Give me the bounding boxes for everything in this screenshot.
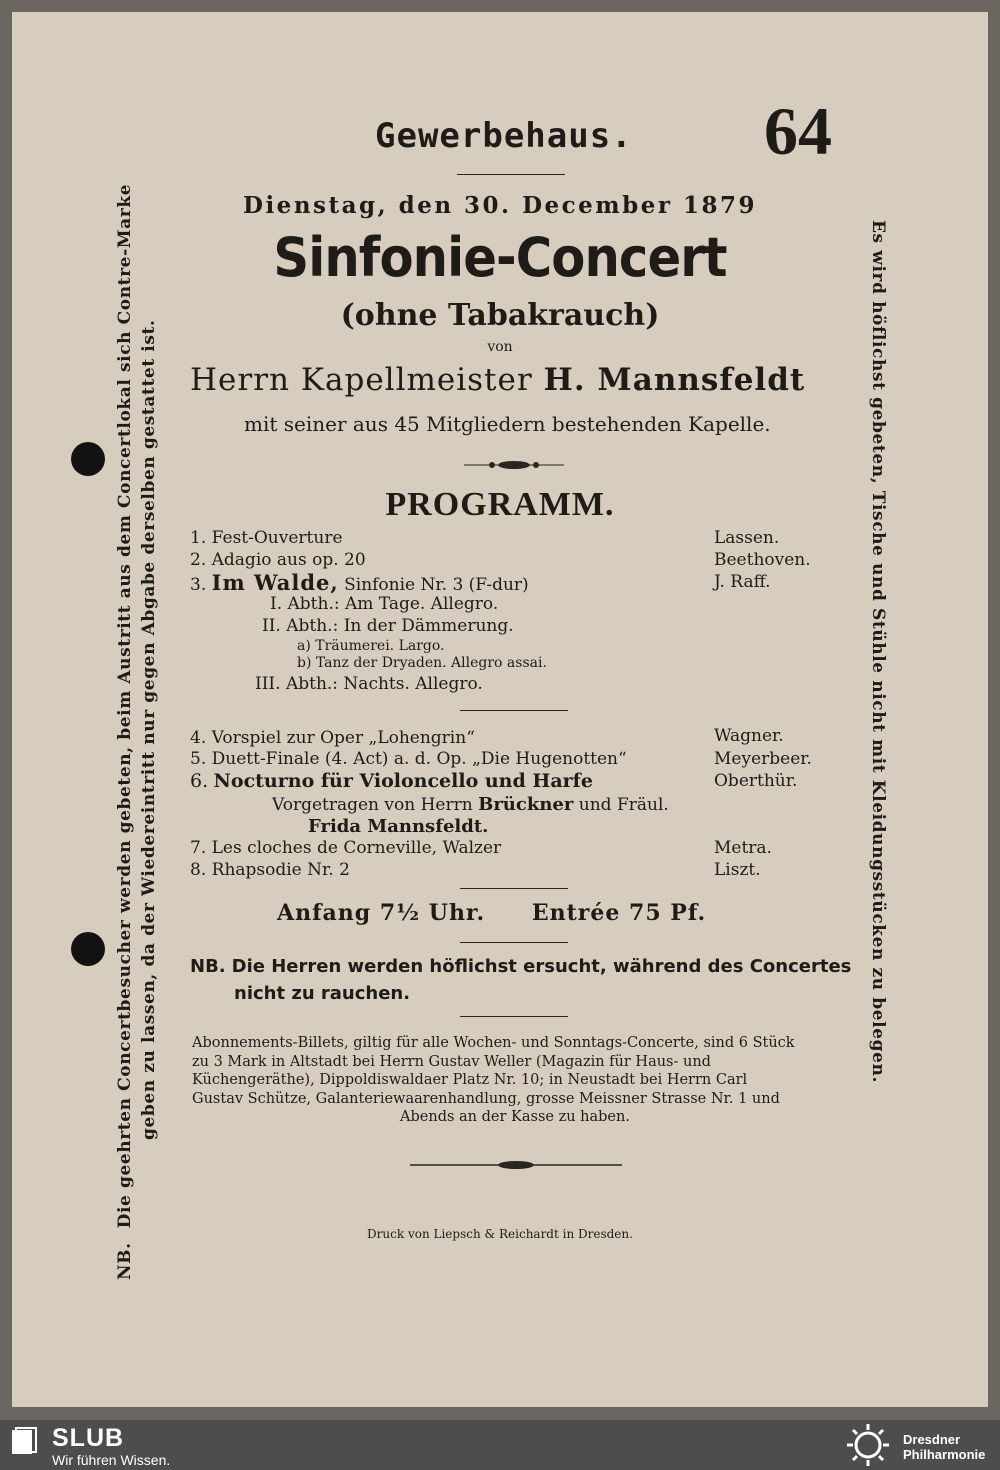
- item-number: 7.: [190, 838, 207, 858]
- programme-item-2: [190, 550, 366, 570]
- ornament-divider-bottom: [410, 1159, 622, 1171]
- composer-2: Beethoven.: [714, 550, 811, 570]
- composer-1: Lassen.: [714, 528, 780, 548]
- notice-divider: [460, 1016, 568, 1017]
- item-number: 1.: [190, 528, 207, 548]
- programme-heading: PROGRAMM.: [385, 486, 615, 523]
- item-number: 3.: [190, 575, 207, 595]
- performers-intro: Vorgetragen von Herrn: [272, 795, 473, 815]
- price-divider: [460, 942, 568, 943]
- movement-2a: a) Träumerei. Largo.: [297, 638, 445, 654]
- concert-subtitle: (ohne Tabakrauch): [340, 298, 660, 333]
- programme-item-8: [190, 860, 350, 880]
- smoking-notice: [190, 956, 851, 1004]
- composer-8: Liszt.: [714, 860, 761, 880]
- nb-line2: nicht zu rauchen.: [234, 983, 411, 1004]
- programme-item-4: [190, 728, 475, 748]
- performers-and: und Fräul.: [578, 795, 669, 815]
- composer-7: Metra.: [714, 838, 772, 858]
- programme-item-5: [190, 749, 627, 769]
- slub-name: SLUB: [52, 1424, 125, 1452]
- start-line: [277, 900, 706, 926]
- slub-logo-icon: [10, 1426, 40, 1456]
- abonnement-text: [192, 1034, 838, 1127]
- footer-bar: [0, 1420, 1000, 1470]
- item-title: Sinfonie Nr. 3 (F-dur): [344, 575, 529, 595]
- abonnement-line-3: Küchengeräthe), Dippoldiswaldaer Platz Nr. 10; in Neustadt bei Herrn Carl: [192, 1072, 748, 1088]
- programme-item-6: [190, 770, 593, 792]
- concert-programme-sheet: [12, 12, 988, 1407]
- left-notice-line2: geben zu lassen, da der Wiedereintritt nur gegen Abgabe derselben gestattet ist.: [139, 319, 159, 1140]
- composer-6: Oberthür.: [714, 771, 798, 791]
- item-title: Duett-Finale (4. Act) a. d. Op. „Die Hugenotten“: [211, 749, 627, 769]
- item-number: 4.: [190, 728, 207, 748]
- right-side-notice: Es wird höflichst gebeten, Tische und Stühle nicht mit Kleidungsstücken zu belegen.: [868, 220, 888, 1084]
- item-number: 5.: [190, 749, 207, 769]
- item-title: Adagio aus op. 20: [211, 550, 366, 570]
- conductor-prefix: Herrn Kapellmeister: [190, 362, 533, 398]
- performer-frida: Frida Mannsfeldt.: [308, 816, 489, 837]
- composer-3: J. Raff.: [714, 572, 771, 592]
- performer-bruckner: Brückner: [478, 794, 574, 815]
- slub-tagline: Wir führen Wissen.: [52, 1452, 171, 1468]
- composer-4: Wagner.: [714, 726, 784, 746]
- performers-line: [272, 794, 669, 815]
- partner-line-2: Philharmonie: [903, 1447, 986, 1462]
- abonnement-line-1: Abonnements-Billets, giltig für alle Wochen- und Sonntags-Concerte, sind 6 Stück: [192, 1035, 795, 1051]
- left-notice-line1: Die geehrten Concertbesucher werden gebeten, beim Austritt aus dem Concertlokal sich Contre-Marke: [115, 183, 135, 1229]
- abonnement-line-4: Gustav Schütze, Galanteriewaarenhandlung, grosse Meissner Strasse Nr. 1 und: [192, 1090, 780, 1107]
- concert-date: Dienstag, den 30. December 1879: [243, 192, 757, 219]
- item-title: Rhapsodie Nr. 2: [211, 860, 350, 880]
- programme-item-1: [190, 528, 343, 548]
- concert-title: Sinfonie-Concert: [273, 226, 727, 289]
- movement-2b: b) Tanz der Dryaden. Allegro assai.: [297, 655, 547, 671]
- movement-2: II. Abth.: In der Dämmerung.: [262, 616, 514, 636]
- conductor-name: H. Mannsfeldt: [543, 362, 806, 398]
- left-notice-nb: NB.: [115, 1242, 135, 1280]
- item-number: 2.: [190, 550, 207, 570]
- entry-price: Entrée 75 Pf.: [531, 900, 707, 926]
- conductor-line: [190, 362, 805, 398]
- ensemble-line: mit seiner aus 45 Mitgliedern bestehenden Kapelle.: [244, 412, 771, 436]
- von-label: von: [487, 339, 513, 355]
- partner-line-1: Dresdner: [903, 1432, 961, 1447]
- punch-hole-bottom: [71, 932, 105, 966]
- item-title: Nocturno für Violoncello und Harfe: [213, 770, 593, 792]
- abonnement-line-5: Abends an der Kasse zu haben.: [400, 1109, 630, 1125]
- programme-item-7: [190, 838, 501, 858]
- movement-1: I. Abth.: Am Tage. Allegro.: [270, 594, 499, 614]
- item-number: 6.: [190, 770, 209, 792]
- programme-item-3: [190, 570, 529, 595]
- venue-title: Gewerbehaus.: [375, 116, 633, 156]
- philharmonie-logo-icon: [842, 1422, 894, 1468]
- movement-3: III. Abth.: Nachts. Allegro.: [255, 674, 483, 694]
- programme-divider-2: [460, 888, 568, 889]
- item-title: Vorspiel zur Oper „Lohengrin“: [211, 728, 475, 748]
- ornament-divider-top: [464, 458, 564, 472]
- programme-number: 64: [764, 93, 832, 169]
- composer-5: Meyerbeer.: [714, 749, 812, 769]
- item-title-bold: Im Walde,: [211, 570, 339, 595]
- item-title: Les cloches de Corneville, Walzer: [211, 838, 502, 858]
- nb-line1: Die Herren werden höflichst ersucht, während des Concertes: [231, 956, 852, 977]
- programme-divider-1: [460, 710, 568, 711]
- punch-hole-top: [71, 442, 105, 476]
- printer-credit: Druck von Liepsch & Reichardt in Dresden.: [367, 1227, 633, 1241]
- start-label: Anfang: [277, 900, 372, 926]
- start-time: 7½ Uhr.: [379, 900, 486, 926]
- item-title: Fest-Ouverture: [211, 528, 343, 548]
- abonnement-line-2: zu 3 Mark in Altstadt bei Herrn Gustav Weller (Magazin für Haus- und: [192, 1053, 711, 1070]
- nb-prefix: NB.: [190, 956, 226, 977]
- item-number: 8.: [190, 860, 207, 880]
- header-divider: [457, 174, 565, 175]
